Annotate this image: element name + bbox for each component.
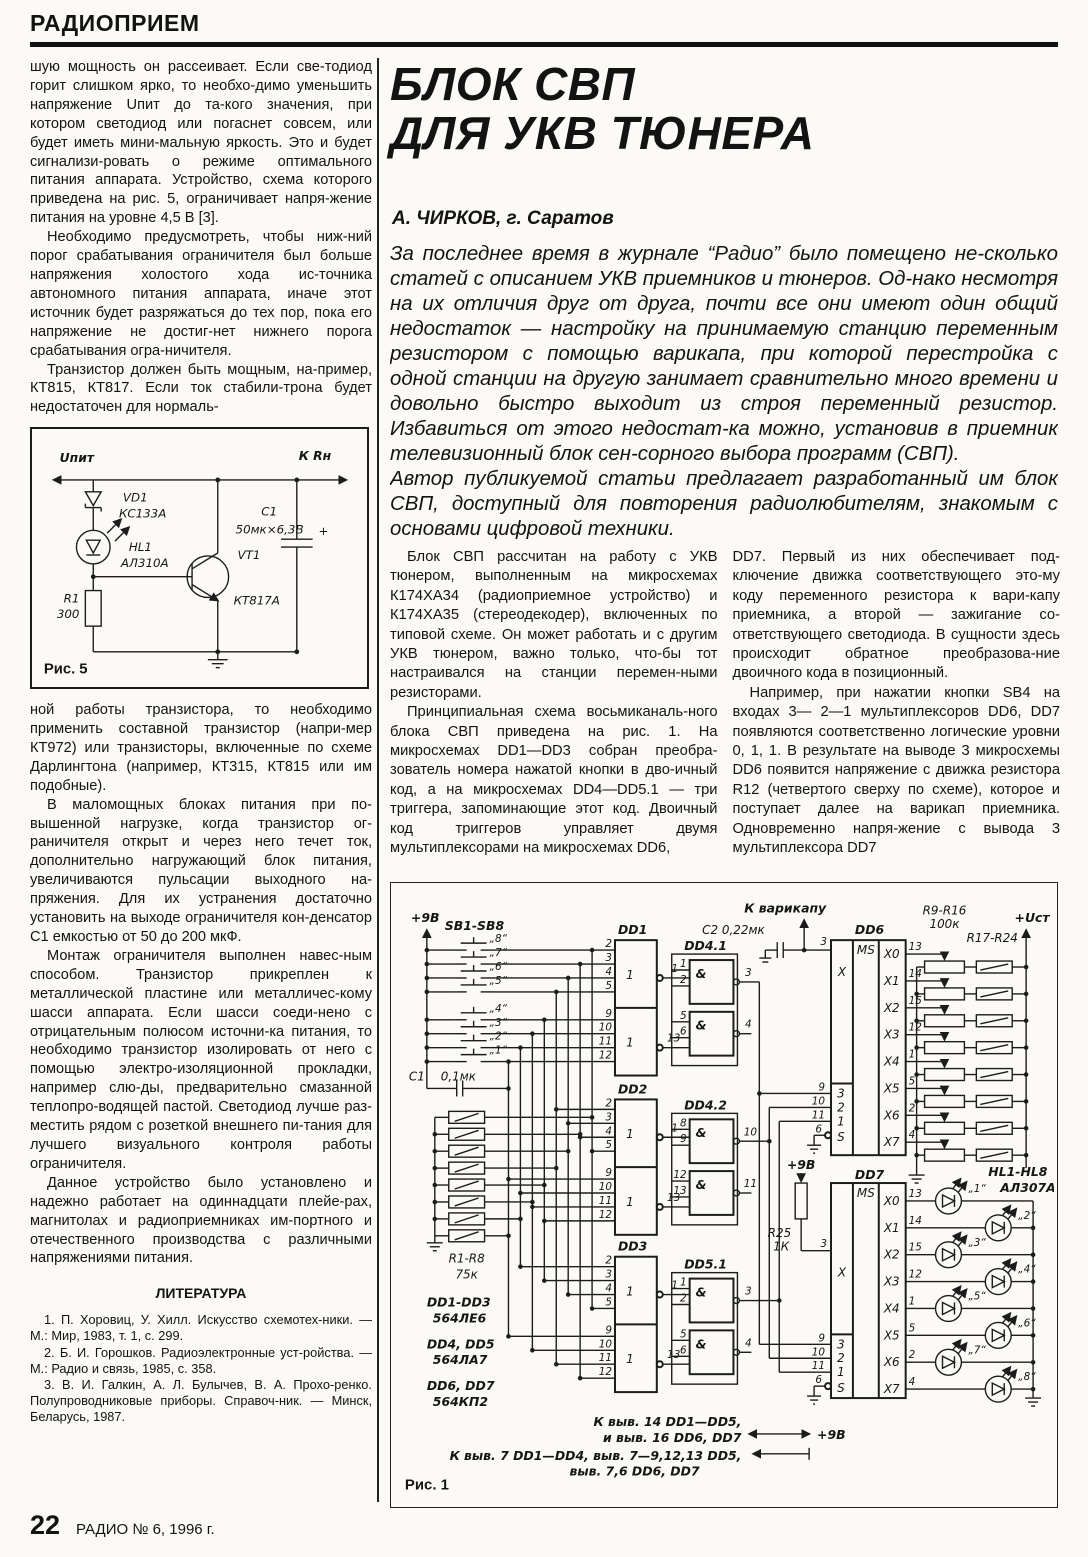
dd3-gate2: 1 [626, 1352, 634, 1367]
label-to-varicap: К варикапу [744, 900, 827, 916]
led-label: „2“ [1018, 1209, 1036, 1222]
label-dd6: DD6 [854, 922, 885, 938]
pin: 13 [673, 1184, 687, 1197]
button-label: „7“ [489, 947, 508, 960]
led-label: „7“ [968, 1344, 986, 1357]
label-x7: X7 [883, 1135, 900, 1150]
amp-glyph: & [695, 1017, 707, 1033]
fig1-schematic [391, 883, 1054, 1503]
label-c1-val: 0,1мк [440, 1069, 476, 1084]
pin: 8 [680, 1117, 687, 1130]
fig1-frame [390, 882, 1058, 1508]
pin: 14 [908, 967, 922, 980]
page-number: 22 [30, 1510, 61, 1540]
body-col-2 [733, 548, 1061, 880]
pin: 3 [820, 936, 828, 949]
led-label: „8“ [1018, 1371, 1036, 1384]
amp-glyph: & [695, 1177, 707, 1193]
label-ic1-type: 564ЛЕ6 [432, 1310, 487, 1326]
pin: 10 [598, 1181, 612, 1194]
label-r17r24: R17-R24 [966, 931, 1018, 946]
pin: 3 [745, 966, 752, 979]
article [390, 60, 1060, 1512]
pin: 2 [680, 1292, 687, 1305]
label-x3: X3 [883, 1027, 900, 1042]
label-hl-range: HL1-HL8 [988, 1164, 1048, 1180]
issue-label: РАДИО № 6, 1996 г. [76, 1521, 215, 1538]
label-ms: MS [856, 1185, 875, 1200]
label-x3: X3 [883, 1274, 900, 1289]
pin: 1 [671, 1122, 679, 1135]
addr-label: 2 [837, 1351, 845, 1366]
pin: 2 [908, 1349, 916, 1362]
addr-label: 1 [837, 1365, 845, 1380]
pin: 14 [908, 1214, 922, 1227]
label-x: X [837, 1265, 847, 1280]
label-vt1-type: КТ817А [233, 593, 280, 608]
label-r1r8-val: 75к [455, 1267, 478, 1282]
pin: 4 [908, 1129, 916, 1142]
label-x0: X0 [883, 947, 900, 962]
column-divider [377, 58, 379, 1502]
pin: 13 [667, 1032, 681, 1045]
bottom-note-arrows [749, 1434, 809, 1460]
pin: 11 [743, 1178, 758, 1191]
label-ic3: DD6, DD7 [426, 1378, 495, 1394]
pin: 5 [908, 1075, 916, 1088]
button-label: „4“ [489, 1002, 508, 1015]
label-r25-val: 1К [773, 1239, 790, 1254]
label-dd3: DD3 [617, 1238, 648, 1254]
pin: 6 [815, 1123, 823, 1136]
label-hl1: HL1 [128, 540, 152, 555]
pin: 12 [673, 1169, 687, 1182]
button-label: „1“ [489, 1044, 508, 1057]
wire-matrix [508, 950, 615, 1378]
pin: 13 [908, 1187, 922, 1200]
literature-item: 2. Б. И. Горошков. Радиоэлектронные уст-ройства. — М.: Радио и связь, 1985, с. 358. [30, 1344, 372, 1376]
paragraph: Блок СВП рассчитан на работу с УКВ тюнером, выполненным на микросхемах К174ХА34 (радиоприемное устройство) и К174ХА35 (стереодекодер), включенных по типовой схеме. Он может работать и с другим УКВ тюнером, важно только, что-бы тот настраивался на станции перемен-ными резисторами. [390, 549, 718, 701]
label-vd1: VD1 [122, 490, 148, 505]
label-x5: X5 [883, 1328, 900, 1343]
page-footer [30, 1510, 215, 1541]
label-x1: X1 [883, 1220, 900, 1235]
gate-dd5-1 [672, 1273, 780, 1384]
title-line1: БЛОК СВП [390, 58, 636, 110]
label-krn: К Rн [298, 449, 332, 464]
label-c1: С1 [408, 1069, 425, 1084]
pin: 4 [745, 1337, 752, 1350]
addr-label: S [837, 1381, 845, 1396]
lead-paragraph: Автор публикуемой статьи предлагает разработанный им блок СВП, доступный для повторения радиолюбителям, знакомым с основами цифровой техники. [390, 468, 1058, 540]
code-buses [759, 982, 831, 1372]
pin: 9 [605, 1324, 612, 1337]
label-upit: Uпит [59, 451, 95, 466]
dd1-gate1: 1 [626, 967, 634, 982]
pin: 6 [680, 1344, 687, 1357]
pin: 11 [811, 1109, 826, 1122]
label-ust: +Uст [1014, 910, 1050, 926]
button-label: „6“ [489, 961, 508, 974]
pin: 9 [818, 1332, 826, 1345]
label-sb-range: SB1-SB8 [444, 918, 505, 934]
article-author: А. ЧИРКОВ, г. Саратов [392, 208, 614, 229]
paragraph: DD7. Первый из них обеспечивает под-ключение движка соответствующего это-му коду переменного резистора к вари-капу приемника, а второй — зажигание со-ответствующего светодиода. В сущности здесь происходит обратное преобразова-ние двоичного кода в позиционный. [732, 549, 1060, 682]
paragraph: Транзистор должен быть мощным, на-пример, КТ815, КТ817. Если ток стабили-трона будет недостаточен для нормаль- [30, 361, 372, 416]
amp-glyph: & [695, 1336, 707, 1352]
label-x4: X4 [883, 1301, 900, 1316]
pin: 10 [598, 1338, 612, 1351]
pin: 10 [811, 1346, 826, 1359]
pin: 4 [908, 1376, 916, 1389]
pin: 1 [908, 1295, 916, 1308]
label-plus9v: +9В [410, 910, 440, 926]
button-label: „2“ [489, 1030, 508, 1043]
dd6-pins [807, 1135, 825, 1153]
fig5-box [30, 427, 369, 689]
literature-item: 1. П. Хоровиц, У. Хилл. Искусство схемотех-ники. — М.: Мир, 1983, т. 1, с. 299. [30, 1312, 372, 1344]
label-x1: X1 [883, 973, 900, 988]
label-x6: X6 [883, 1108, 900, 1123]
pin: 1 [908, 1048, 916, 1061]
literature-item: 3. В. И. Галкин, А. Л. Булычев, В. А. Прохо-ренко. Полупроводниковые приборы. Справоч-ник. — Минск, Беларусь, 1987. [30, 1377, 372, 1425]
label-vd1-type: КС133А [118, 506, 167, 521]
label-dd1: DD1 [617, 922, 648, 938]
dd7-pins [807, 1386, 825, 1404]
label-r1: R1 [63, 591, 80, 606]
pin: 12 [598, 1366, 612, 1379]
note1-target: +9В [817, 1426, 846, 1442]
label-x7: X7 [883, 1382, 900, 1397]
pin: 4 [605, 1282, 612, 1295]
pin: 6 [815, 1374, 823, 1387]
addr-label: 3 [837, 1086, 845, 1101]
label-r9r16-val: 100к [929, 917, 960, 932]
label-hl1-type: АЛ310А [120, 556, 169, 571]
body-col-1 [390, 548, 718, 880]
led-label: „4“ [1018, 1263, 1036, 1276]
dd3-block [615, 1257, 663, 1392]
label-ic2: DD4, DD5 [426, 1336, 495, 1352]
pin: 5 [908, 1322, 916, 1335]
pin: 12 [598, 1049, 612, 1062]
label-x4: X4 [883, 1054, 900, 1069]
paragraph: Необходимо предусмотреть, чтобы ниж-ний порог срабатывания ограничителя был больше напряжения холостого хода ис-точника автономного питания аппарата, иначе этот источник будет разряжаться до тех пор, пока его напряжение не достиг-нет нижнего порога срабатывания огра-ничителя. [30, 229, 372, 359]
paragraph: В маломощных блоках питания при по-вышенной нагрузке, когда транзистор ог-раничителя открыт и через него течет ток, дополнительно нагружающий блок питания, увеличиваются пульсации выходного на-пряжения. Для их устранения достаточно установить на выходе ограничителя кон-денсатор С1 емкостью от 50 до 200 мкФ. [30, 796, 372, 945]
pin: 11 [598, 1194, 612, 1207]
pin: 12 [598, 1208, 612, 1221]
paragraph: Например, при нажатии кнопки SB4 на входах 3— 2—1 мультиплексоров DD6, DD7 появляются соответственно логические уровни 0, 1, 1. В результате на выводе 3 микросхемы DD6 появится напряжение с движка резистора R12 (четвертого сверху по схеме), которое и поступает далее на варикап приемника. Одновременно напря-жение с вывода 3 мультиплексора DD7 [732, 684, 1060, 857]
amp-glyph: & [695, 965, 707, 981]
label-r25: R25 [767, 1225, 792, 1240]
pin: 4 [605, 1125, 612, 1138]
pin: 13 [667, 1349, 681, 1362]
pin: 5 [680, 1328, 687, 1341]
button-label: „3“ [489, 1016, 508, 1029]
pin: 11 [598, 1035, 612, 1048]
pin: 12 [908, 1268, 922, 1281]
paragraph: ной работы транзистора, то необходимо применить составной транзистор (напри-мер КТ972) или транзисторы, включенные по схеме Дарлингтона (например, КТ315, КТ815 или им подобные). [30, 702, 372, 794]
header-rule [30, 42, 1058, 47]
label-dd5-1: DD5.1 [684, 1256, 727, 1272]
addr-label: 2 [837, 1100, 845, 1115]
pin: 13 [667, 1191, 681, 1204]
pin: 9 [605, 1007, 612, 1020]
label-dd4-2: DD4.2 [684, 1097, 727, 1113]
addr-label: 3 [837, 1337, 845, 1352]
pin: 1 [680, 958, 687, 971]
label-x2: X2 [883, 1000, 900, 1015]
title-line2: ДЛЯ УКВ ТЮНЕРА [390, 107, 815, 159]
pin: 1 [671, 963, 679, 975]
label-plus: + [318, 524, 329, 539]
dd2-gate2: 1 [626, 1194, 634, 1209]
literature-heading: ЛИТЕРАТУРА [155, 1285, 247, 1302]
fig5-wires [54, 480, 346, 668]
paragraph: Монтаж ограничителя выполнен навес-ным способом. Транзистор прикреплен к металлической пластине или металличес-кому шасси аппарата. Если шасси соеди-нено с отрицательным полюсом источни-ка питания, то необходимо транзистор изолировать от него с помощью электро-изоляционной прокладки, например слю-ды, предварительно смазанной теплопро-водящей пастой. Светодиод лучше раз-местить рядом с розеткой внешнего пи-тания для лучшего визуального контроля работы ограничителя. [30, 947, 372, 1172]
label-x: X [837, 964, 847, 979]
pin: 2 [605, 1097, 612, 1110]
dd2-block [615, 1099, 663, 1234]
paragraph: шую мощность он рассеивает. Если све-тодиод горит слишком ярко, то необхо-димо уменьшить напряжение Uпит до та-кого значения, при котором светодиод или погаснет совсем, или будет иметь мини-мальную яркость. Это и будет сигнализи-ровать о режиме оптимального питания аппарата. Устройство, схема которого приведена на рис. 5, ограничивает напря-жение питания на уровне 4,5 В [3]. [30, 59, 372, 227]
pin: 11 [598, 1352, 612, 1365]
article-lead [390, 242, 1058, 544]
pin: 9 [680, 1133, 687, 1146]
button-label: „8“ [489, 933, 508, 946]
led-label: „5“ [968, 1290, 986, 1303]
label-r1-val: 300 [56, 607, 80, 622]
label-x5: X5 [883, 1081, 900, 1096]
label-ms: MS [856, 943, 875, 958]
dd1-block [615, 940, 663, 1075]
pin: 15 [908, 994, 922, 1007]
amp-glyph: & [695, 1284, 707, 1300]
section-header: РАДИОПРИЕМ [30, 10, 200, 36]
fig1-caption: Рис. 1 [404, 1476, 449, 1494]
fig1-labels [405, 900, 1054, 1493]
pin: 4 [745, 1018, 752, 1031]
led-label: „3“ [968, 1236, 986, 1249]
addr-label: S [837, 1130, 845, 1145]
pin: 15 [908, 1241, 922, 1254]
pin: 9 [818, 1081, 826, 1094]
pin: 3 [605, 952, 612, 965]
label-c1-val: 50мк×6,3В [235, 522, 304, 537]
article-title [390, 60, 815, 158]
pin: 12 [908, 1021, 922, 1034]
pin: 1 [671, 1279, 679, 1292]
label-ic2-type: 564ЛА7 [432, 1352, 488, 1368]
left-column [30, 58, 372, 1510]
pin: 10 [811, 1095, 826, 1108]
label-dd2: DD2 [617, 1081, 648, 1097]
led-label: „1“ [968, 1183, 986, 1196]
pin: 3 [745, 1285, 752, 1298]
pin: 4 [605, 965, 612, 978]
pin: 3 [820, 1237, 828, 1250]
dd3-gate1: 1 [626, 1284, 634, 1299]
pin: 3 [605, 1268, 612, 1281]
dd2-gate1: 1 [626, 1127, 634, 1142]
pin: 1 [680, 1276, 687, 1289]
label-hl-type: АЛ307А [1000, 1180, 1054, 1196]
article-body [390, 548, 1060, 880]
pin: 9 [605, 1167, 612, 1180]
note2-line1: К выв. 7 DD1—DD4, выв. 7—9,12,13 DD5, [449, 1447, 742, 1463]
pin: 2 [605, 1254, 612, 1267]
label-r9r16: R9-R16 [922, 903, 967, 918]
label-c1: С1 [261, 504, 278, 519]
label-vt1: VT1 [237, 548, 261, 563]
fig5-schematic [32, 429, 363, 681]
pin: 2 [908, 1102, 916, 1115]
pin: 5 [605, 979, 612, 992]
pin: 6 [680, 1025, 687, 1038]
pin: 13 [908, 941, 922, 954]
addr-label: 1 [837, 1114, 845, 1129]
button-label: „5“ [489, 974, 508, 987]
note1-line2: и выв. 16 DD6, DD7 [603, 1429, 742, 1445]
paragraph: Данное устройство было установлено и надежно работает на одиннадцати плейе-рах, магнитолах и радиоприемниках им-портного и отечественного производства с различными напряжениями питания. [30, 1174, 372, 1267]
amp-glyph: & [695, 1125, 707, 1141]
pin: 11 [811, 1360, 826, 1373]
pin: 2 [605, 938, 612, 951]
label-x0: X0 [883, 1193, 900, 1208]
label-dd4-1: DD4.1 [684, 938, 727, 954]
label-dd7: DD7 [854, 1167, 885, 1183]
note2-line2: выв. 7,6 DD6, DD7 [569, 1463, 700, 1479]
led-label: „6“ [1018, 1317, 1036, 1330]
label-x2: X2 [883, 1247, 900, 1262]
pin: 5 [605, 1139, 612, 1152]
label-ic3-type: 564КП2 [432, 1394, 489, 1410]
label-r1r8: R1-R8 [448, 1251, 485, 1266]
pin: 10 [743, 1126, 758, 1139]
pin: 10 [598, 1021, 612, 1034]
label-x6: X6 [883, 1355, 900, 1370]
pin: 2 [680, 973, 687, 986]
pin: 5 [680, 1009, 687, 1022]
pots-r9-r16 [906, 930, 1026, 1183]
pin: 5 [605, 1296, 612, 1309]
dd1-gate2: 1 [626, 1035, 634, 1050]
lead-paragraph: За последнее время в журнале “Радио” было помещено не-сколько статей с описанием УКВ приемников и тюнеров. Од-нако несмотря на их отличия друг от друга, почти все они имеют один общий недостаток — настройку на принимаемую станцию переменным резистором с помощью варикапа, при которой перестройка с одной станции на другую занимает сравнительно много времени и довольно быстро выходит из строя переменный резистор. Избавиться от этого недостат-ка можно, установив в приемник телевизионный блок сен-сорного выбора программ (СВП). [390, 243, 1058, 465]
pin: 3 [605, 1111, 612, 1124]
label-plus9v-r25: +9В [786, 1157, 816, 1173]
label-c2: С2 0,22мк [702, 923, 765, 938]
paragraph: Принципиальная схема восьмиканаль-ного блока СВП приведена на рис. 1. На микросхемах DD1—DD3 собран преобра-зователь номера нажатой кнопки в дво-ичный код, а на микросхемах DD4—DD5.1 — три триггера, запоминающие этот код. Двоичный код триггеров управляет двумя мультиплексорами на микросхемах DD6, [390, 704, 718, 857]
note1-line1: К выв. 14 DD1—DD5, [593, 1413, 742, 1429]
fig5-caption: Рис. 5 [43, 661, 88, 678]
label-ic1: DD1-DD3 [426, 1294, 491, 1310]
